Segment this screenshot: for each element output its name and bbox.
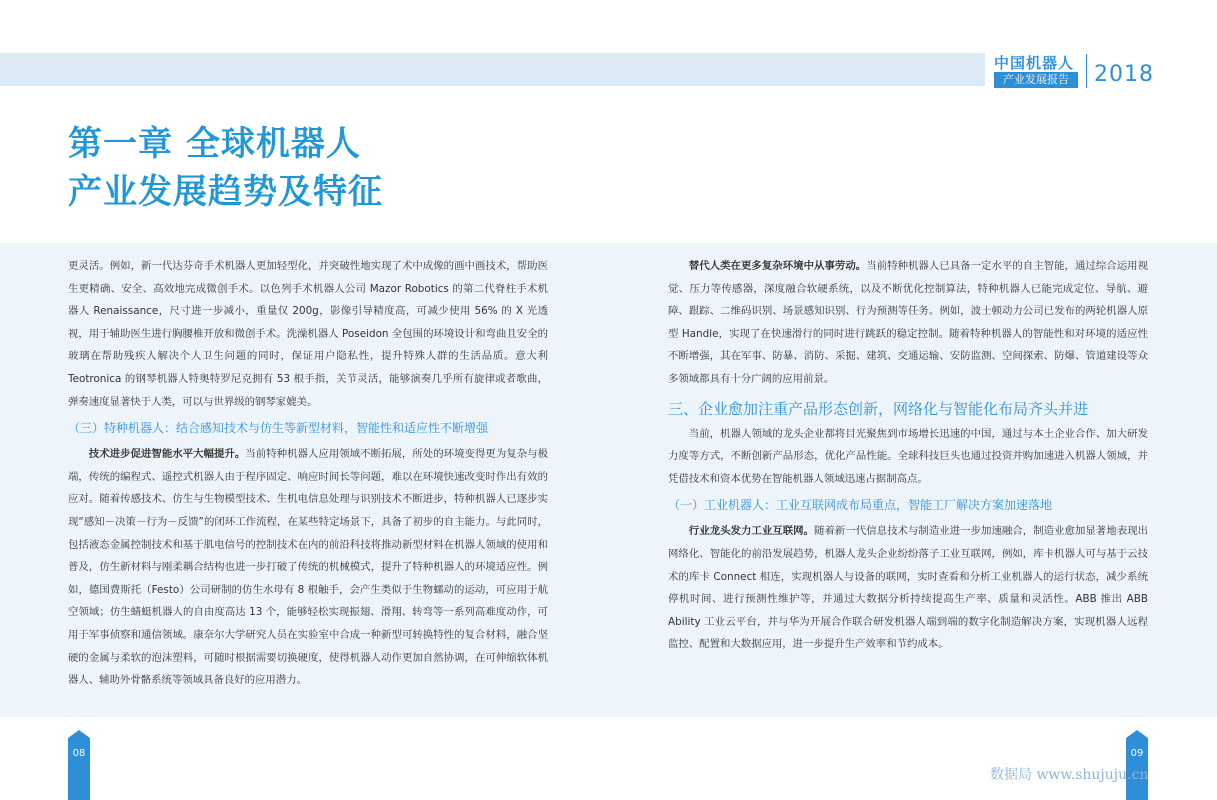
right-column [668,255,1148,656]
report-logo [994,52,1194,92]
chapter-title [68,120,383,216]
left-paragraph-2 [68,443,548,692]
right-paragraph-1-body: 当前特种机器人已具备一定水平的自主智能，通过综合运用视觉、压力等传感器，深度融合软硬系统，以及不断优化控制算法，特种机器人已能完成定位、导航、避障、跟踪、二维码识别、场景感知识别、行为预测等任务。例如，波士顿动力公司已发布的两轮机器人原型 Handle，实现了在快速滑行的同时进行跳跃的稳定控制。随着特种机器人的智能性和对环境的适应性不断增强，其在军事、防暴、消防、采掘、建筑、交通运输、安防监测、空间探索、防爆、管道建设等众多领域都具有十分广阔的应用前景。 [668,260,1148,385]
right-paragraph-3-body: 随着新一代信息技术与制造业进一步加速融合，制造业愈加显著地表现出网络化、智能化的前沿发展趋势，机器人龙头企业纷纷落子工业互联网，例如，库卡机器人可与基于云技术的库卡 Connect 相连，实现机器人与设备的联网，实时查看和分析工业机器人的运行状态，减少系统停机时间、进行预测性维护等，并通过大数据分析持续提高生产率、质量和灵活性。ABB 推出 ABB Ability 工业云平台，并与华为开展合作联合研发机器人端到端的数字化制造解决方案，实现机器人远程监控、配置和大数据应用，进一步提升生产效率和节约成本。 [668,525,1148,651]
report-year: 2018 [1094,62,1154,87]
report-subtitle: 产业发展报告 [994,72,1078,88]
right-paragraph-3 [668,520,1148,656]
right-paragraph-1-lead: 替代人类在更多复杂环境中从事劳动。 [688,260,867,272]
left-subheading: （三）特种机器人：结合感知技术与仿生等新型材料，智能性和适应性不断增强 [68,421,489,436]
report-title: 中国机器人 [994,54,1075,72]
chapter-title-line2: 产业发展趋势及特征 [68,172,383,212]
right-section-heading: 三、企业愈加注重产品形态创新，网络化与智能化布局齐头并进 [668,399,1089,418]
chapter-title-line1: 第一章 全球机器人 [68,124,361,164]
left-paragraph-1: 更灵活。例如，新一代达芬奇手术机器人更加轻型化，并突破性地实现了术中成像的画中画技术，帮助医生更精确、安全、高效地完成微创手术。以色列手术机器人公司 Mazor Robotics 的第二代脊柱手术机器人 Renaissance，尺寸进一步减小，重量仅 200g，影像引导精度高，可减少使用 56% 的 X 光透视，用于辅助医生进行胸腰椎开放和微创手术。洗澡机器人 Poseidon 全包围的环境设计和弯曲且安全的玻璃在帮助残疾人解决个人卫生问题的同时，保证用户隐私性，提升特殊人群的生活品质。意大利 Teotronica 的钢琴机器人特奥特罗尼克拥有 53 根手指，关节灵活，能够演奏几乎所有旋律或者歌曲，弹奏速度显著快于人类，可以与世界级的钢琴家媲美。 [68,260,548,408]
page-number-tab-left [68,738,90,800]
right-paragraph-2: 当前，机器人领域的龙头企业都将目光聚焦到市场增长迅速的中国，通过与本土企业合作、加大研发力度等方式，不断创新产品形态，优化产品性能。全球科技巨头也通过投资并购加速进入机器人领域，并凭借技术和资本优势在智能机器人领域迅速占据制高点。 [668,427,1148,485]
right-paragraph-3-lead: 行业龙头发力工业互联网。 [688,525,815,538]
right-subheading: （一）工业机器人：工业互联网成布局重点，智能工厂解决方案加速落地 [668,498,1053,513]
left-paragraph-2-body: 当前特种机器人应用领域不断拓展，所处的环境变得更为复杂与极端，传统的编程式、遥控式机器人由于程序固定、响应时间长等问题，难以在环境快速改变时作出有效的应对。随着传感技术、仿生与生物模型技术、生机电信息处理与识别技术不断进步，特种机器人已逐步实现“感知－决策－行为－反馈”的闭环工作流程，在某些特定场景下，具备了初步的自主能力。与此同时，包括液态金属控制技术和基于肌电信号的控制技术在内的前沿科技将推动新型材料在机器人领域的使用和普及，仿生新材料与刚柔耦合结构也进一步打破了传统的机械模式，提升了特种机器人的环境适应性。例如，德国费斯托（Festo）公司研制的仿生水母有 8 根触手，会产生类似于生物蠕动的运动，可应用于航空领域；仿生蜻蜓机器人的自由度高达 13 个，能够轻松实现振翅、滑翔、转弯等一系列高难度动作，可用于军事侦察和通信领域。康奈尔大学研究人员在实验室中合成一种新型可转换特性的复合材料，融合坚硬的金属与柔软的泡沫塑料，可随时根据需要切换硬度，使得机器人动作更加自然协调，在可伸缩软体机器人、辅助外骨骼系统等领域具备良好的应用潜力。 [68,448,548,687]
watermark: 数据局 www.shujuju.cn [990,767,1149,783]
left-column [68,255,548,692]
left-paragraph-2-lead: 技术进步促进智能水平大幅提升。 [88,448,246,461]
logo-divider [1086,54,1087,88]
page-number-left: 08 [72,748,86,759]
header-band [0,53,985,86]
page-number-right: 09 [1130,748,1144,759]
right-paragraph-1 [668,255,1148,391]
